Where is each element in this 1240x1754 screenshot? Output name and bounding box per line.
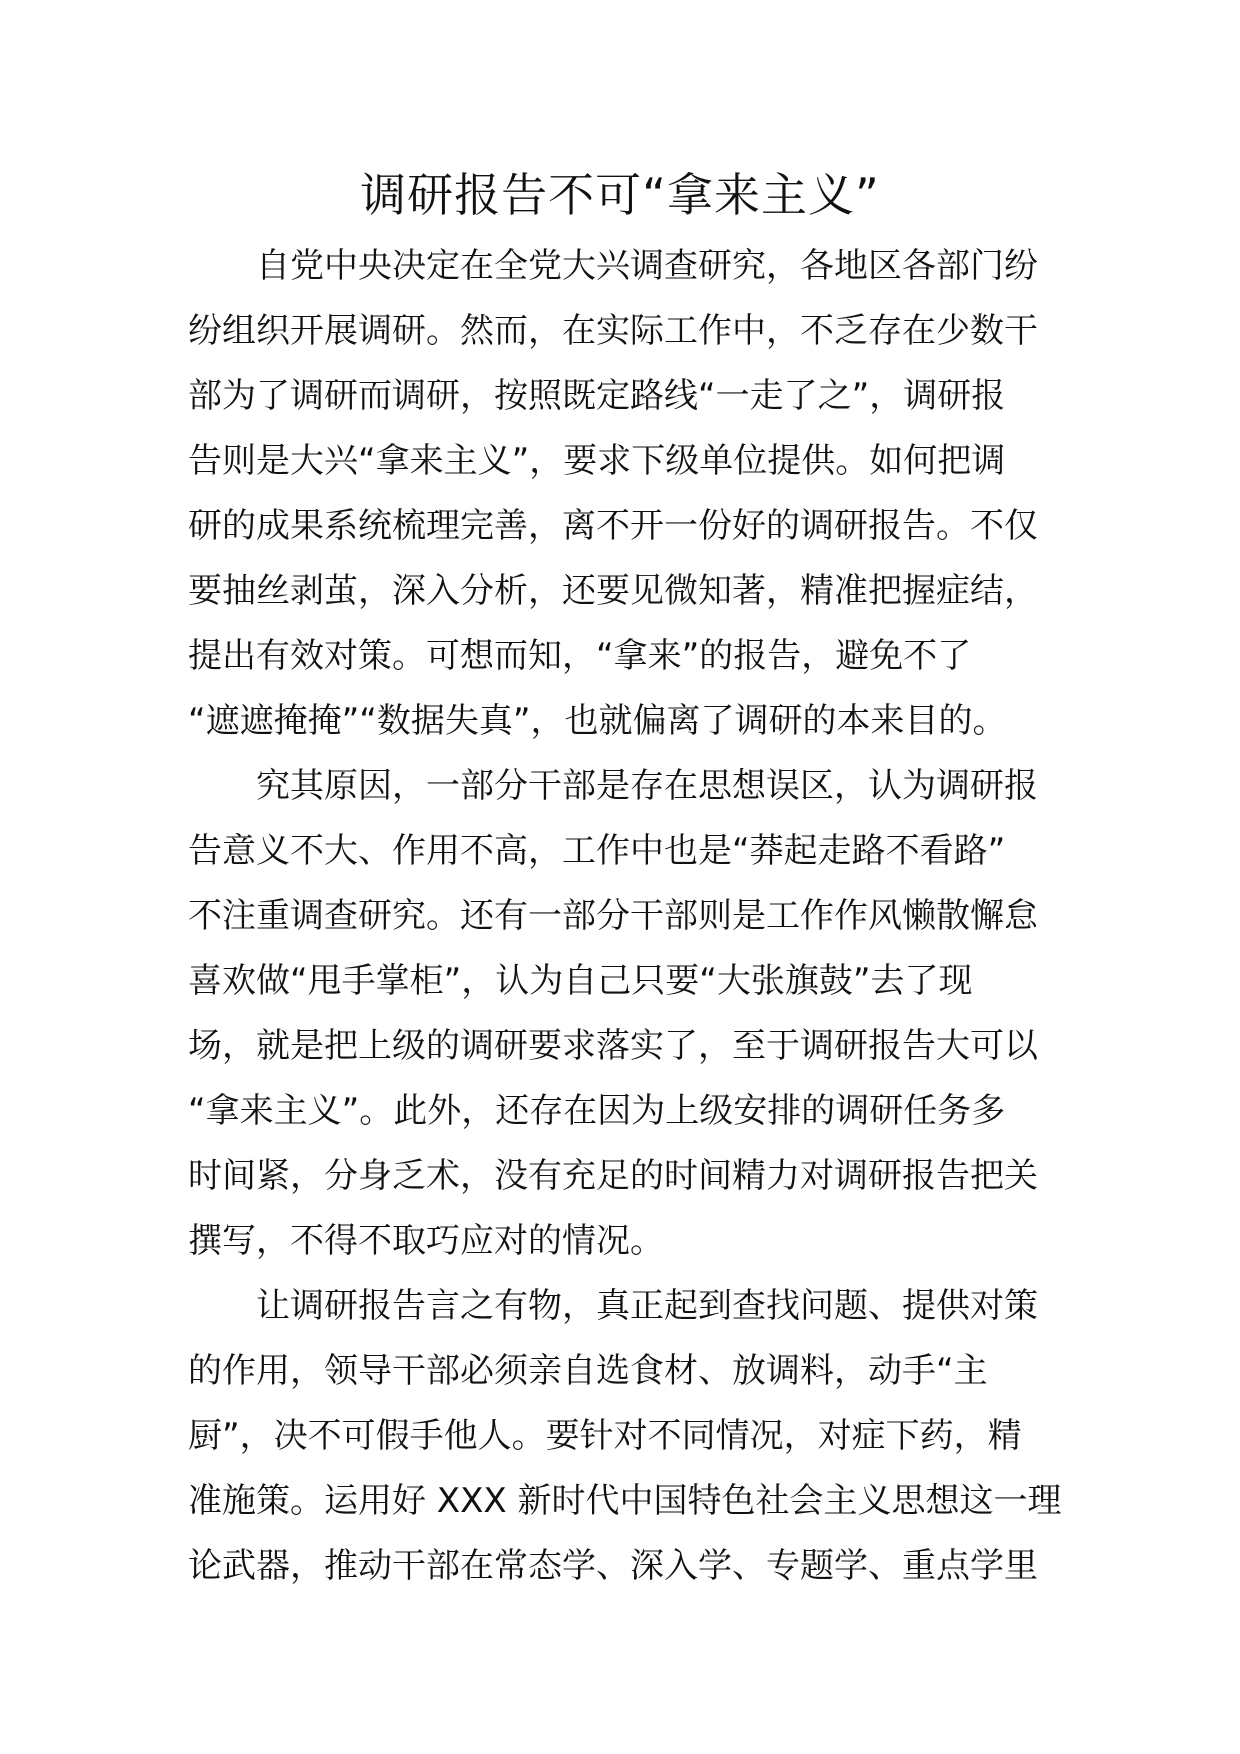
paragraph-line: 厨”，决不可假手他人。要针对不同情况，对症下药，精 — [188, 1416, 1022, 1456]
paragraph-line: 研的成果系统梳理完善，离不开一份好的调研报告。不仅 — [188, 506, 1038, 546]
paragraph — [188, 1274, 1068, 1599]
paragraph-line: 撰写，不得不取巧应对的情况。 — [188, 1221, 664, 1261]
paragraph-line: 场，就是把上级的调研要求落实了，至于调研报告大可以 — [188, 1026, 1038, 1066]
paragraph — [188, 754, 1068, 1274]
document-title: 调研报告不可“拿来主义” — [360, 168, 880, 222]
paragraph — [188, 234, 1068, 754]
document-body — [188, 234, 1068, 1599]
paragraph-line: 的作用，领导干部必须亲自选食材、放调料，动手“主 — [188, 1351, 988, 1391]
paragraph-line: 纷组织开展调研。然而，在实际工作中，不乏存在少数干 — [188, 311, 1038, 351]
paragraph-line: 让调研报告言之有物，真正起到查找问题、提供对策 — [256, 1286, 1038, 1326]
paragraph-line: 究其原因，一部分干部是存在思想误区，认为调研报 — [256, 766, 1038, 806]
paragraph-line: 自党中央决定在全党大兴调查研究，各地区各部门纷 — [256, 246, 1038, 286]
paragraph-line: 喜欢做“甩手掌柜”，认为自己只要“大张旗鼓”去了现 — [188, 961, 973, 1001]
paragraph-line: “遮遮掩掩”“数据失真”，也就偏离了调研的本来目的。 — [188, 701, 1007, 741]
paragraph-line: 要抽丝剥茧，深入分析，还要见微知著，精准把握症结， — [188, 571, 1038, 611]
paragraph-line: 部为了调研而调研，按照既定路线“一走了之”，调研报 — [188, 376, 1006, 416]
paragraph-line: “拿来主义”。此外，还存在因为上级安排的调研任务多 — [188, 1091, 1006, 1131]
paragraph-line: 告则是大兴“拿来主义”，要求下级单位提供。如何把调 — [188, 441, 1006, 481]
paragraph-line: 告意义不大、作用不高，工作中也是“莽起走路不看路” — [188, 831, 1006, 871]
paragraph-line: 准施策。运用好 XXX 新时代中国特色社会主义思想这一理 — [188, 1481, 1062, 1521]
paragraph-line: 时间紧，分身乏术，没有充足的时间精力对调研报告把关 — [188, 1156, 1038, 1196]
paragraph-line: 提出有效对策。可想而知，“拿来”的报告，避免不了 — [188, 636, 972, 676]
paragraph-line: 不注重调查研究。还有一部分干部则是工作作风懒散懈怠 — [188, 896, 1038, 936]
paragraph-line: 论武器，推动干部在常态学、深入学、专题学、重点学里 — [188, 1546, 1038, 1586]
